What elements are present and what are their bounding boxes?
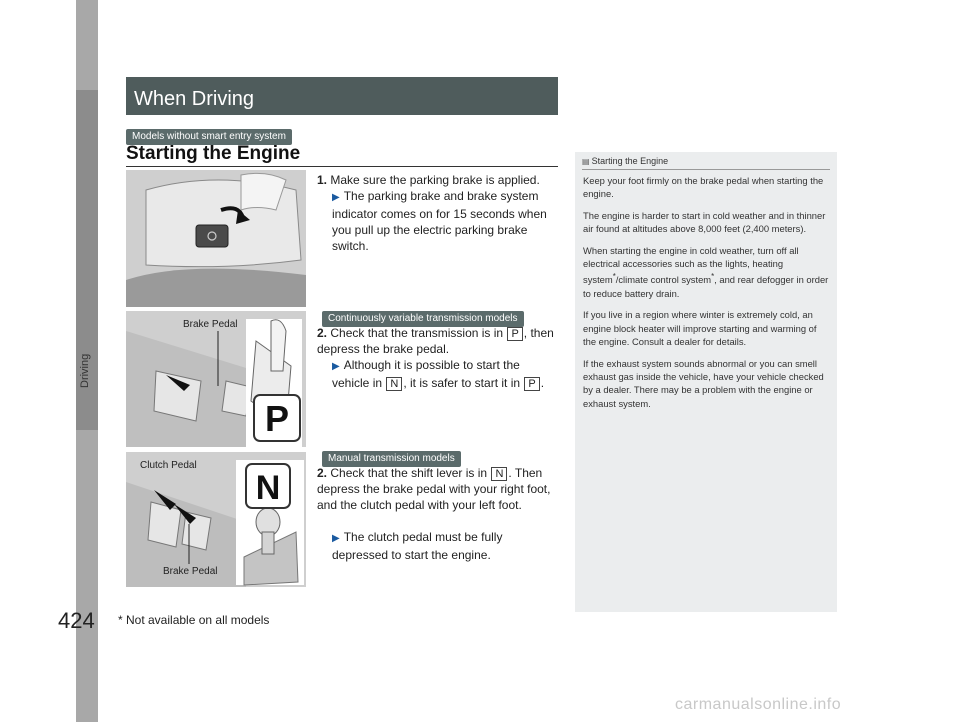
key-p: P — [524, 377, 539, 391]
key-p: P — [507, 327, 522, 341]
sub-arrow-icon: ▶ — [332, 533, 340, 544]
step-1-number: 1. — [317, 173, 328, 187]
model-tag-manual: Manual transmission models — [322, 451, 461, 467]
footnote: * Not available on all models — [118, 613, 270, 627]
parking-brake-illustration — [126, 170, 306, 307]
model-tag-cvt: Continuously variable transmission models — [322, 311, 524, 327]
step-1-sub-text: The parking brake and brake system indicator comes on for 15 seconds when you pull up the electric parking brake switch. — [332, 189, 547, 253]
key-n: N — [386, 377, 402, 391]
note-p3-a: When starting the engine in cold weather, turn off all electrical accessories such as the lights, heating system — [583, 244, 799, 286]
side-note-heading-text: Starting the Engine — [591, 156, 669, 166]
step-2-manual-sub — [332, 529, 560, 563]
note-paragraph-3: When starting the engine in cold weather, turn off all electrical accessories such as the lights, heating system*/climate control system*, and rear defogger in order to reduce battery drain. — [583, 244, 829, 299]
side-note-rule — [582, 169, 830, 170]
step-1-text: Make sure the parking brake is applied. — [330, 173, 540, 187]
note-p3-b: /climate control system — [615, 274, 712, 286]
section-title: Starting the Engine — [126, 143, 301, 164]
clutch-pedal-label: Clutch Pedal — [140, 460, 197, 471]
note-paragraph-5: If the exhaust system sounds abnormal or you can smell exhaust gas inside the vehicle, have your vehicle checked by a dealer. There may be a problem with the engine or exhaust system. — [583, 357, 824, 409]
step-2-number: 2. — [317, 326, 328, 340]
step-2-sub-a: Although it is possible to start the vehicle in — [332, 358, 520, 390]
note-paragraph-4: If you live in a region where winter is extremely cold, an engine block heater will improve starting and warming of the engine. Consult a dealer for details. — [583, 309, 817, 348]
step-2-cvt — [317, 325, 562, 357]
note-paragraph-1: Keep your foot firmly on the brake pedal when starting the engine. — [583, 175, 824, 200]
step-2-manual-number: 2. — [317, 466, 328, 480]
note-paragraph-2: The engine is harder to start in cold weather and in thinner air found at altitudes above 8,000 feet (2,400 meters). — [583, 209, 826, 235]
step-2-manual-sub-text: The clutch pedal must be fully depressed to start the engine. — [332, 530, 503, 562]
note-marker-icon: ▤ — [582, 157, 590, 166]
gear-letter-p: P — [264, 398, 290, 439]
key-n: N — [491, 467, 507, 481]
section-rule — [126, 166, 558, 167]
step-2-manual-text-a: Check that the shift lever is in — [330, 466, 488, 480]
chapter-title: When Driving — [134, 88, 255, 110]
gear-letter-n: N — [255, 469, 281, 507]
step-2-cvt-sub — [332, 357, 560, 391]
note-p3-c: , and rear defogger in order to reduce battery drain. — [583, 274, 829, 299]
parking-brake-drawing — [126, 170, 306, 307]
cvt-brake-pedal-label: Brake Pedal — [183, 319, 238, 330]
page-number: 424 — [58, 608, 95, 633]
step-2-manual-text-b: . Then depress the brake pedal with your right foot, and the clutch pedal with your left foot. — [317, 466, 551, 512]
step-2-manual — [317, 465, 562, 513]
step-2-sub-b: , it is safer to start it in — [403, 376, 521, 390]
step-1-sub — [332, 188, 560, 254]
step-2-text-b: , then depress the brake pedal. — [317, 326, 554, 356]
model-tag-no-smart-entry: Models without smart entry system — [126, 129, 292, 145]
cvt-illustration — [126, 311, 306, 447]
side-tab-label: Driving — [79, 353, 91, 388]
sub-arrow-icon: ▶ — [332, 192, 340, 203]
sub-arrow-icon: ▶ — [332, 361, 340, 372]
step-2-sub-c: . — [540, 376, 545, 390]
step-2-text-a: Check that the transmission is in — [330, 326, 504, 340]
side-note-heading — [582, 156, 668, 166]
watermark: carmanualsonline.info — [675, 696, 842, 713]
mt-brake-pedal-label: Brake Pedal — [163, 566, 218, 577]
cvt-drawing — [126, 311, 306, 447]
step-1 — [317, 172, 562, 188]
side-note-body — [583, 174, 831, 418]
